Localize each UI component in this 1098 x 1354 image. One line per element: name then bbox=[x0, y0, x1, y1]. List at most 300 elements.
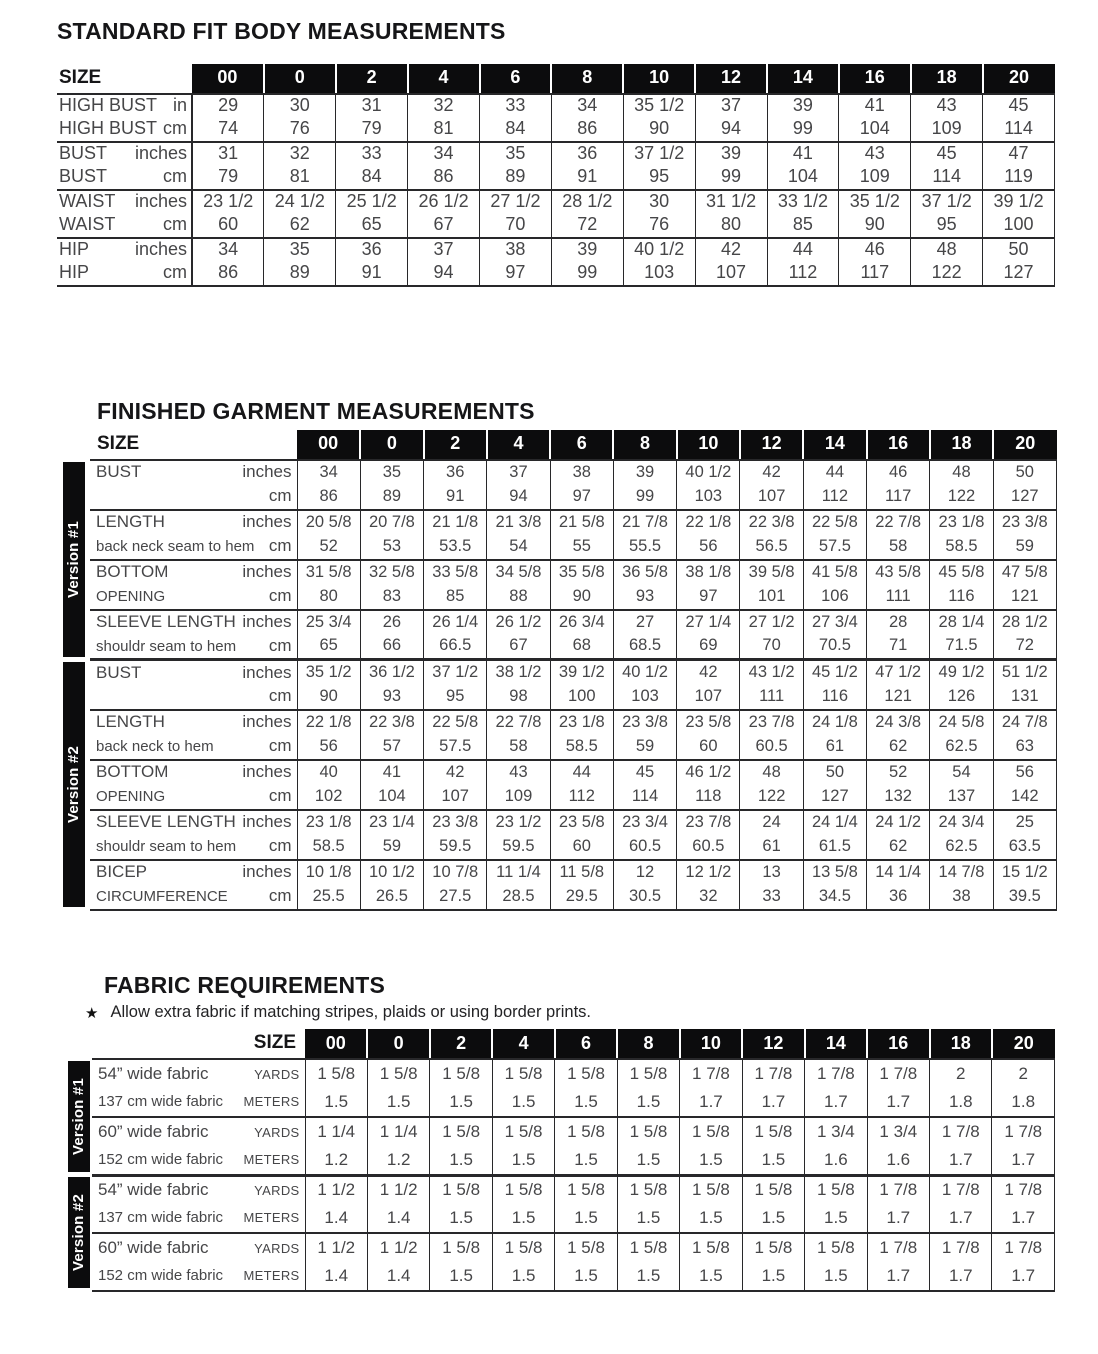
measurement-value-cell: 26 3/4 bbox=[550, 610, 613, 635]
measurement-value-cell: 40 bbox=[297, 760, 360, 785]
measurement-row bbox=[57, 166, 1055, 190]
measurement-value-cell: 38 bbox=[550, 460, 613, 485]
unit-label: METERS bbox=[243, 1268, 300, 1284]
measurement-value-cell: 13 5/8 bbox=[803, 860, 866, 885]
measurement-value-cell: 60 bbox=[192, 214, 264, 238]
measurement-value-cell: 46 bbox=[839, 238, 911, 262]
measurement-value-cell: 121 bbox=[867, 685, 930, 710]
fabric-value-cell: 1.5 bbox=[430, 1204, 492, 1233]
measurement-value-cell: 37 bbox=[487, 460, 550, 485]
fabric-value-cell: 1 5/8 bbox=[805, 1233, 867, 1262]
fabric-value-cell: 1.5 bbox=[367, 1088, 429, 1117]
measurement-value-cell: 36 bbox=[424, 460, 487, 485]
measurement-name: BUST bbox=[59, 166, 108, 187]
measurement-value-cell: 88 bbox=[487, 585, 550, 610]
measurement-row bbox=[63, 560, 1057, 585]
row-label bbox=[57, 142, 192, 166]
measurement-value-cell: 112 bbox=[803, 485, 866, 510]
measurement-value-cell: 93 bbox=[613, 585, 676, 610]
fabric-value-cell: 1 5/8 bbox=[617, 1233, 679, 1262]
measurement-name: BOTTOM bbox=[96, 562, 169, 582]
row-label-content bbox=[92, 1064, 305, 1084]
measurement-value-cell: 34 5/8 bbox=[487, 560, 550, 585]
measurement-value-cell: 107 bbox=[677, 685, 740, 710]
measurement-value-cell: 40 1/2 bbox=[677, 460, 740, 485]
measurement-value-cell: 95 bbox=[424, 685, 487, 710]
size-header-cell: 8 bbox=[551, 64, 623, 94]
measurement-value-cell: 27.5 bbox=[424, 885, 487, 910]
measurement-value-cell: 103 bbox=[677, 485, 740, 510]
measurement-value-cell: 12 bbox=[613, 860, 676, 885]
measurement-value-cell: 20 5/8 bbox=[297, 510, 360, 535]
fabric-value-cell: 1.8 bbox=[992, 1088, 1055, 1117]
measurement-value-cell: 13 bbox=[740, 860, 803, 885]
fabric-value-cell: 1.5 bbox=[617, 1088, 679, 1117]
fabric-value-cell: 1 5/8 bbox=[742, 1117, 804, 1146]
row-label bbox=[90, 560, 297, 585]
unit-label: METERS bbox=[243, 1152, 300, 1168]
measurement-value-cell: 38 bbox=[480, 238, 552, 262]
size-header-cell: 18 bbox=[911, 64, 983, 94]
size-header-cell: 18 bbox=[930, 430, 993, 460]
measurement-value-cell: 57.5 bbox=[803, 535, 866, 560]
measurement-value-cell: 56 bbox=[677, 535, 740, 560]
body-measurements-title: STANDARD FIT BODY MEASUREMENTS bbox=[57, 18, 506, 44]
measurement-value-cell: 80 bbox=[297, 585, 360, 610]
fabric-value-cell: 1.5 bbox=[742, 1146, 804, 1175]
row-label-content bbox=[90, 812, 297, 832]
measurement-value-cell: 103 bbox=[613, 685, 676, 710]
measurement-value-cell: 31 bbox=[192, 142, 264, 166]
row-label bbox=[57, 214, 192, 238]
measurement-value-cell: 72 bbox=[551, 214, 623, 238]
size-column-label: SIZE bbox=[90, 430, 297, 460]
measurement-value-cell: 55 bbox=[550, 535, 613, 560]
row-label bbox=[57, 190, 192, 214]
unit-label: cm bbox=[268, 786, 292, 806]
row-label-content bbox=[90, 612, 297, 632]
measurement-value-cell: 56 bbox=[993, 760, 1056, 785]
measurement-value-cell: 30 bbox=[264, 94, 336, 118]
row-label-content bbox=[57, 143, 191, 165]
measurement-value-cell: 23 5/8 bbox=[677, 710, 740, 735]
body-measurements-section bbox=[57, 18, 1055, 287]
measurement-value-cell: 23 1/8 bbox=[550, 710, 613, 735]
measurement-row bbox=[68, 1117, 1055, 1146]
fabric-value-cell: 1.5 bbox=[430, 1088, 492, 1117]
measurement-value-cell: 29 bbox=[192, 94, 264, 118]
row-label bbox=[90, 735, 297, 760]
measurement-value-cell: 52 bbox=[867, 760, 930, 785]
measurement-value-cell: 27 1/4 bbox=[677, 610, 740, 635]
fabric-value-cell: 1.7 bbox=[805, 1088, 867, 1117]
measurement-value-cell: 48 bbox=[740, 760, 803, 785]
size-header-cell: 10 bbox=[677, 430, 740, 460]
fabric-value-cell: 1.5 bbox=[680, 1146, 742, 1175]
measurement-value-cell: 21 3/8 bbox=[487, 510, 550, 535]
measurement-value-cell: 43 bbox=[487, 760, 550, 785]
unit-label: cm bbox=[268, 486, 292, 506]
measurement-value-cell: 36 bbox=[551, 142, 623, 166]
measurement-value-cell: 50 bbox=[983, 238, 1055, 262]
measurement-value-cell: 66.5 bbox=[424, 635, 487, 660]
measurement-value-cell: 99 bbox=[613, 485, 676, 510]
measurement-value-cell: 32 bbox=[677, 885, 740, 910]
measurement-name: 54” wide fabric bbox=[98, 1180, 209, 1200]
measurement-row bbox=[68, 1262, 1055, 1291]
row-label bbox=[92, 1059, 305, 1088]
measurement-value-cell: 24 1/4 bbox=[803, 810, 866, 835]
measurement-value-cell: 38 1/8 bbox=[677, 560, 740, 585]
size-header-cell: 4 bbox=[487, 430, 550, 460]
fabric-requirements-table bbox=[68, 1029, 1055, 1292]
measurement-sub-label: 137 cm wide fabric bbox=[98, 1209, 224, 1227]
measurement-value-cell: 30 bbox=[623, 190, 695, 214]
row-label-content bbox=[57, 262, 191, 284]
measurement-value-cell: 70 bbox=[480, 214, 552, 238]
measurement-row bbox=[63, 735, 1057, 760]
version-bar bbox=[68, 1061, 90, 1172]
row-label bbox=[90, 760, 297, 785]
measurement-value-cell: 34 bbox=[297, 460, 360, 485]
measurement-name: HIGH BUST bbox=[59, 118, 158, 139]
size-header-cell: 18 bbox=[930, 1029, 992, 1059]
unit-label: inches bbox=[242, 512, 292, 532]
unit-label: cm bbox=[268, 736, 292, 756]
measurement-value-cell: 39 5/8 bbox=[740, 560, 803, 585]
row-label bbox=[90, 460, 297, 485]
measurement-value-cell: 114 bbox=[983, 118, 1055, 142]
measurement-value-cell: 37 1/2 bbox=[911, 190, 983, 214]
row-label bbox=[90, 535, 297, 560]
body-measurements-table bbox=[57, 64, 1055, 287]
version-column-spacer bbox=[63, 430, 90, 460]
fabric-value-cell: 1.6 bbox=[805, 1146, 867, 1175]
measurement-row bbox=[68, 1059, 1055, 1088]
measurement-value-cell: 51 1/2 bbox=[993, 660, 1056, 685]
fabric-value-cell: 1 5/8 bbox=[492, 1175, 554, 1204]
measurement-value-cell: 31 bbox=[336, 94, 408, 118]
measurement-row bbox=[57, 142, 1055, 166]
fabric-value-cell: 1 5/8 bbox=[617, 1175, 679, 1204]
fabric-value-cell: 1 1/4 bbox=[367, 1117, 429, 1146]
measurement-value-cell: 116 bbox=[930, 585, 993, 610]
measurement-value-cell: 34 bbox=[408, 142, 480, 166]
row-label bbox=[90, 860, 297, 885]
measurement-sub-label: OPENING bbox=[96, 788, 166, 806]
fabric-value-cell: 1 7/8 bbox=[805, 1059, 867, 1088]
measurement-value-cell: 35 1/2 bbox=[839, 190, 911, 214]
row-label bbox=[90, 610, 297, 635]
measurement-value-cell: 43 5/8 bbox=[867, 560, 930, 585]
measurement-value-cell: 67 bbox=[487, 635, 550, 660]
measurement-name: BUST bbox=[59, 143, 108, 164]
row-label-content bbox=[92, 1122, 305, 1142]
measurement-value-cell: 117 bbox=[867, 485, 930, 510]
measurement-value-cell: 97 bbox=[550, 485, 613, 510]
measurement-value-cell: 12 1/2 bbox=[677, 860, 740, 885]
measurement-value-cell: 35 1/2 bbox=[623, 94, 695, 118]
measurement-value-cell: 26 1/2 bbox=[408, 190, 480, 214]
unit-label: inches bbox=[242, 462, 292, 482]
measurement-value-cell: 14 1/4 bbox=[867, 860, 930, 885]
measurement-value-cell: 104 bbox=[360, 785, 423, 810]
measurement-value-cell: 35 1/2 bbox=[297, 660, 360, 685]
measurement-value-cell: 58 bbox=[867, 535, 930, 560]
measurement-value-cell: 35 bbox=[480, 142, 552, 166]
size-header-cell: 00 bbox=[192, 64, 264, 94]
fabric-value-cell: 1.7 bbox=[992, 1146, 1055, 1175]
measurement-value-cell: 109 bbox=[911, 118, 983, 142]
version-bar bbox=[63, 462, 85, 657]
size-header-cell: 0 bbox=[264, 64, 336, 94]
row-label-content bbox=[90, 686, 297, 706]
measurement-value-cell: 42 bbox=[677, 660, 740, 685]
measurement-row bbox=[63, 785, 1057, 810]
measurement-value-cell: 97 bbox=[677, 585, 740, 610]
row-label bbox=[57, 118, 192, 142]
measurement-value-cell: 34 bbox=[551, 94, 623, 118]
measurement-value-cell: 70 bbox=[740, 635, 803, 660]
measurement-value-cell: 89 bbox=[264, 262, 336, 286]
measurement-value-cell: 95 bbox=[623, 166, 695, 190]
fabric-value-cell: 1 5/8 bbox=[805, 1175, 867, 1204]
measurement-value-cell: 26 1/2 bbox=[487, 610, 550, 635]
size-header-cell: 16 bbox=[867, 430, 930, 460]
measurement-name: BICEP bbox=[96, 862, 148, 882]
unit-label: cm bbox=[268, 886, 292, 906]
measurement-value-cell: 10 7/8 bbox=[424, 860, 487, 885]
measurement-value-cell: 32 bbox=[264, 142, 336, 166]
row-label-content bbox=[90, 762, 297, 782]
size-header-cell: 2 bbox=[336, 64, 408, 94]
measurement-value-cell: 24 1/2 bbox=[867, 810, 930, 835]
row-label-content bbox=[92, 1267, 305, 1285]
measurement-value-cell: 53 bbox=[360, 535, 423, 560]
fabric-value-cell: 1 5/8 bbox=[430, 1233, 492, 1262]
measurement-sub-label: back neck to hem bbox=[96, 738, 214, 756]
measurement-value-cell: 62 bbox=[867, 835, 930, 860]
measurement-row bbox=[63, 585, 1057, 610]
measurement-row bbox=[57, 118, 1055, 142]
measurement-value-cell: 90 bbox=[550, 585, 613, 610]
row-label bbox=[92, 1117, 305, 1146]
measurement-value-cell: 23 5/8 bbox=[550, 810, 613, 835]
measurement-name: HIP bbox=[59, 239, 90, 260]
row-label-content bbox=[90, 562, 297, 582]
fabric-value-cell: 1.4 bbox=[305, 1204, 367, 1233]
unit-label: cm bbox=[163, 262, 187, 283]
measurement-value-cell: 28 1/4 bbox=[930, 610, 993, 635]
unit-label: in bbox=[172, 95, 187, 116]
size-header-cell: 6 bbox=[555, 1029, 617, 1059]
measurement-value-cell: 99 bbox=[551, 262, 623, 286]
fabric-value-cell: 1.7 bbox=[867, 1088, 929, 1117]
finished-garment-section bbox=[63, 398, 1057, 911]
measurement-value-cell: 60.5 bbox=[740, 735, 803, 760]
fabric-value-cell: 1 7/8 bbox=[930, 1175, 992, 1204]
measurement-value-cell: 39 bbox=[695, 142, 767, 166]
measurement-row bbox=[68, 1146, 1055, 1175]
measurement-value-cell: 25.5 bbox=[297, 885, 360, 910]
measurement-value-cell: 37 bbox=[695, 94, 767, 118]
fabric-note bbox=[85, 1003, 1055, 1025]
measurement-value-cell: 24 3/8 bbox=[867, 710, 930, 735]
measurement-row bbox=[63, 510, 1057, 535]
fabric-value-cell: 1 7/8 bbox=[867, 1175, 929, 1204]
measurement-value-cell: 22 1/8 bbox=[677, 510, 740, 535]
measurement-value-cell: 59.5 bbox=[487, 835, 550, 860]
measurement-value-cell: 94 bbox=[408, 262, 480, 286]
measurement-name: HIGH BUST bbox=[59, 95, 158, 116]
measurement-row bbox=[63, 810, 1057, 835]
row-label bbox=[92, 1262, 305, 1291]
measurement-value-cell: 99 bbox=[695, 166, 767, 190]
measurement-value-cell: 101 bbox=[740, 585, 803, 610]
measurement-row bbox=[68, 1204, 1055, 1233]
measurement-value-cell: 26 bbox=[360, 610, 423, 635]
measurement-value-cell: 80 bbox=[695, 214, 767, 238]
measurement-value-cell: 21 1/8 bbox=[424, 510, 487, 535]
size-header-cell: 14 bbox=[767, 64, 839, 94]
row-label bbox=[90, 835, 297, 860]
fabric-value-cell: 1.5 bbox=[305, 1088, 367, 1117]
measurement-value-cell: 36 1/2 bbox=[360, 660, 423, 685]
measurement-value-cell: 127 bbox=[983, 262, 1055, 286]
fabric-value-cell: 1 7/8 bbox=[742, 1059, 804, 1088]
size-header-cell: 00 bbox=[297, 430, 360, 460]
fabric-value-cell: 1 1/2 bbox=[305, 1233, 367, 1262]
measurement-value-cell: 48 bbox=[911, 238, 983, 262]
size-header-cell: 12 bbox=[742, 1029, 804, 1059]
measurement-value-cell: 25 1/2 bbox=[336, 190, 408, 214]
measurement-value-cell: 60.5 bbox=[613, 835, 676, 860]
measurement-value-cell: 65 bbox=[336, 214, 408, 238]
measurement-value-cell: 99 bbox=[767, 118, 839, 142]
measurement-value-cell: 114 bbox=[613, 785, 676, 810]
fabric-value-cell: 1.5 bbox=[555, 1262, 617, 1291]
fabric-value-cell: 1 5/8 bbox=[742, 1175, 804, 1204]
measurement-value-cell: 36 bbox=[867, 885, 930, 910]
measurement-value-cell: 45 bbox=[613, 760, 676, 785]
measurement-value-cell: 117 bbox=[839, 262, 911, 286]
measurement-value-cell: 47 1/2 bbox=[867, 660, 930, 685]
measurement-value-cell: 33 bbox=[480, 94, 552, 118]
measurement-value-cell: 94 bbox=[695, 118, 767, 142]
measurement-value-cell: 26 1/4 bbox=[424, 610, 487, 635]
measurement-value-cell: 14 7/8 bbox=[930, 860, 993, 885]
fabric-value-cell: 1 5/8 bbox=[430, 1117, 492, 1146]
measurement-value-cell: 112 bbox=[550, 785, 613, 810]
measurement-value-cell: 25 bbox=[993, 810, 1056, 835]
measurement-value-cell: 39 bbox=[613, 460, 676, 485]
measurement-sub-label: 152 cm wide fabric bbox=[98, 1267, 224, 1285]
fabric-value-cell: 1 7/8 bbox=[992, 1233, 1055, 1262]
row-label bbox=[90, 660, 297, 685]
measurement-value-cell: 22 5/8 bbox=[803, 510, 866, 535]
version-label: Version #1 bbox=[65, 520, 82, 598]
measurement-value-cell: 22 3/8 bbox=[360, 710, 423, 735]
row-label-content bbox=[92, 1238, 305, 1258]
measurement-value-cell: 90 bbox=[623, 118, 695, 142]
measurement-value-cell: 65 bbox=[297, 635, 360, 660]
measurement-value-cell: 43 1/2 bbox=[740, 660, 803, 685]
measurement-value-cell: 24 bbox=[740, 810, 803, 835]
row-label-content bbox=[90, 636, 297, 656]
measurement-value-cell: 57.5 bbox=[424, 735, 487, 760]
measurement-value-cell: 100 bbox=[550, 685, 613, 710]
measurement-value-cell: 61 bbox=[740, 835, 803, 860]
size-header-cell: 20 bbox=[993, 430, 1056, 460]
fabric-value-cell: 1.5 bbox=[492, 1204, 554, 1233]
measurement-value-cell: 71.5 bbox=[930, 635, 993, 660]
measurement-value-cell: 43 bbox=[911, 94, 983, 118]
row-label-content bbox=[57, 214, 191, 236]
measurement-value-cell: 27 1/2 bbox=[740, 610, 803, 635]
measurement-value-cell: 46 bbox=[867, 460, 930, 485]
measurement-row bbox=[68, 1088, 1055, 1117]
measurement-value-cell: 23 1/2 bbox=[487, 810, 550, 835]
fabric-value-cell: 2 bbox=[992, 1059, 1055, 1088]
version-label: Version #2 bbox=[70, 1194, 87, 1272]
measurement-value-cell: 109 bbox=[839, 166, 911, 190]
measurement-row bbox=[63, 885, 1057, 910]
measurement-sub-label: 152 cm wide fabric bbox=[98, 1151, 224, 1169]
row-label bbox=[92, 1146, 305, 1175]
measurement-value-cell: 48 bbox=[930, 460, 993, 485]
unit-label: cm bbox=[268, 686, 292, 706]
measurement-value-cell: 23 3/4 bbox=[613, 810, 676, 835]
unit-label: inches bbox=[242, 612, 292, 632]
fabric-value-cell: 1 5/8 bbox=[555, 1233, 617, 1262]
measurement-value-cell: 86 bbox=[192, 262, 264, 286]
unit-label: cm bbox=[163, 214, 187, 235]
measurement-row bbox=[63, 485, 1057, 510]
unit-label: cm bbox=[163, 166, 187, 187]
measurement-value-cell: 15 1/2 bbox=[993, 860, 1056, 885]
measurement-value-cell: 41 5/8 bbox=[803, 560, 866, 585]
measurement-value-cell: 35 bbox=[360, 460, 423, 485]
measurement-name: 54” wide fabric bbox=[98, 1064, 209, 1084]
row-label-content bbox=[92, 1151, 305, 1169]
measurement-value-cell: 23 3/8 bbox=[613, 710, 676, 735]
unit-label: inches bbox=[242, 862, 292, 882]
measurement-value-cell: 24 5/8 bbox=[930, 710, 993, 735]
unit-label: cm bbox=[163, 118, 187, 139]
version-column-spacer bbox=[68, 1029, 92, 1059]
measurement-value-cell: 27 1/2 bbox=[480, 190, 552, 214]
row-label-content bbox=[57, 191, 191, 213]
size-header-cell: 2 bbox=[424, 430, 487, 460]
measurement-value-cell: 44 bbox=[550, 760, 613, 785]
measurement-row bbox=[63, 685, 1057, 710]
fabric-value-cell: 1.5 bbox=[617, 1204, 679, 1233]
measurement-value-cell: 93 bbox=[360, 685, 423, 710]
row-label-content bbox=[92, 1180, 305, 1200]
size-header-cell: 0 bbox=[367, 1029, 429, 1059]
measurement-value-cell: 58.5 bbox=[930, 535, 993, 560]
measurement-row bbox=[63, 635, 1057, 660]
measurement-row bbox=[68, 1233, 1055, 1262]
measurement-value-cell: 90 bbox=[839, 214, 911, 238]
measurement-value-cell: 71 bbox=[867, 635, 930, 660]
measurement-value-cell: 62 bbox=[867, 735, 930, 760]
unit-label: inches bbox=[242, 812, 292, 832]
measurement-value-cell: 28.5 bbox=[487, 885, 550, 910]
fabric-value-cell: 1 1/2 bbox=[367, 1175, 429, 1204]
measurement-name: WAIST bbox=[59, 191, 116, 212]
measurement-value-cell: 79 bbox=[336, 118, 408, 142]
